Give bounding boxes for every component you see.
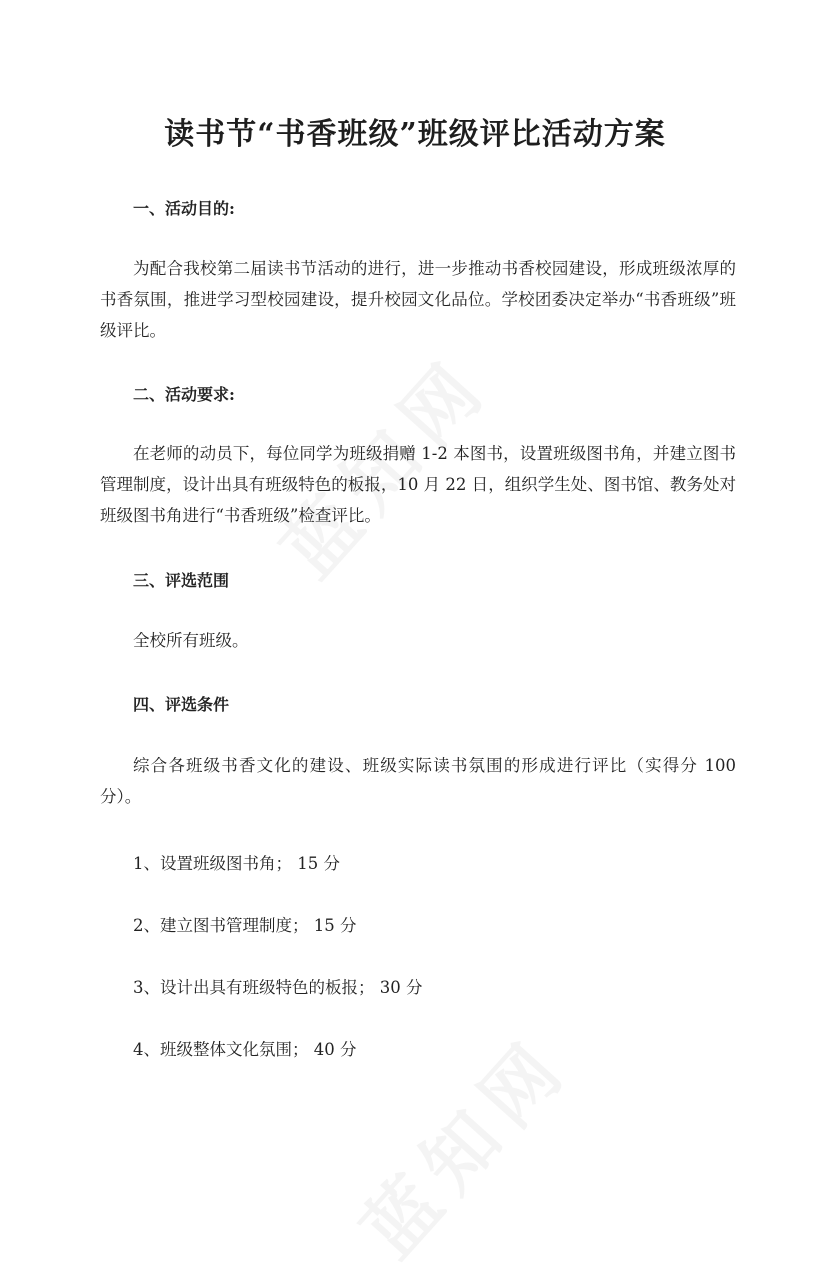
document-title: 读书节“书香班级”班级评比活动方案	[164, 117, 666, 152]
section-heading-scope: 三、评选范围	[133, 571, 230, 590]
criteria-item: 2、建立图书管理制度； 15 分	[133, 916, 357, 935]
watermark	[334, 1009, 589, 1276]
criteria-item: 4、班级整体文化氛围； 40 分	[133, 1040, 357, 1059]
section-body-requirements: 在老师的动员下，每位同学为班级捐赠 1-2 本图书，设置班级图书角，并建立图书管理制度，设计出具有班级特色的板报，10 月 22 日，组织学生处、图书馆、教务处对班级图书角进行“书香班级”检查评比。	[100, 444, 736, 525]
section-heading-purpose: 一、活动目的:	[133, 199, 235, 218]
section-heading-requirements: 二、活动要求:	[133, 385, 235, 404]
criteria-item: 1、设置班级图书角； 15 分	[133, 854, 340, 873]
criteria-item: 3、设计出具有班级特色的板报； 30 分	[133, 978, 423, 997]
section-heading-conditions: 四、评选条件	[133, 695, 230, 714]
section-body-scope: 全校所有班级。	[133, 631, 249, 650]
section-body-purpose: 为配合我校第二届读书节活动的进行，进一步推动书香校园建设，形成班级浓厚的书香氛围，推进学习型校园建设，提升校园文化品位。学校团委决定举办“书香班级”班级评比。	[100, 259, 736, 340]
section-body-conditions: 综合各班级书香文化的建设、班级实际读书氛围的形成进行评比（实得分 100 分）。	[100, 756, 736, 806]
